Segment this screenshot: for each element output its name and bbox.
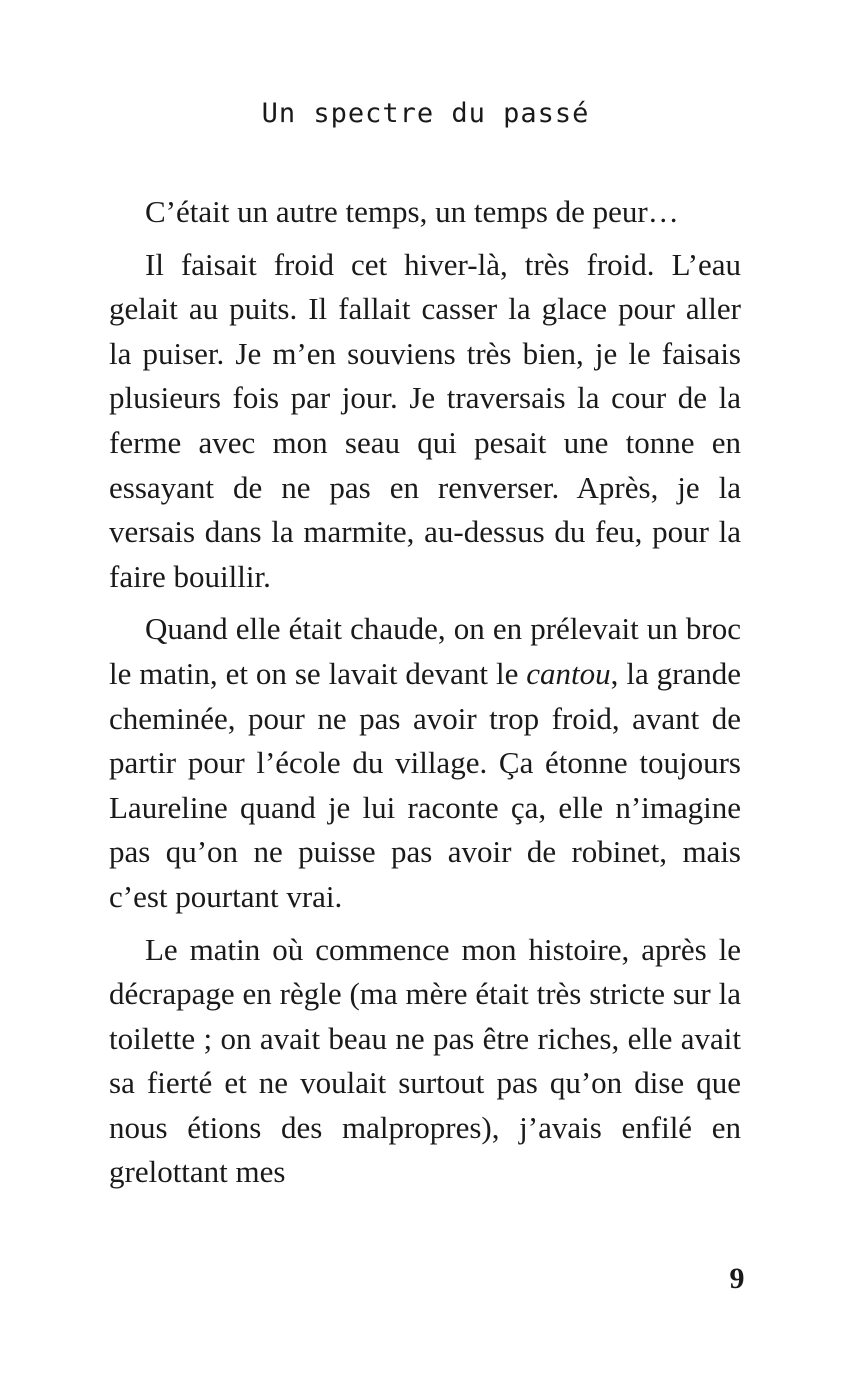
- body-text: [109, 190, 741, 1203]
- page-number: 9: [729, 1262, 745, 1295]
- paragraph-3-end: , la grande cheminée, pour ne pas avoir trop froid, avant de partir pour l’école du village. Ça étonne toujours Laureline quand je lui raconte ça, elle n’imagine pas qu’on ne puisse pas avoir de robinet, mais c’est pourtant vrai.: [109, 655, 741, 914]
- paragraph-3-start: Quand elle était chaude, on en prélevait un broc le matin, et on se lavait devant le: [109, 611, 741, 691]
- paragraph-3: [109, 607, 741, 919]
- chapter-title: Un spectre du passé: [261, 98, 590, 129]
- paragraph-1: C’était un autre temps, un temps de peur…: [145, 194, 679, 229]
- paragraph-2: Il faisait froid cet hiver-là, très froid. L’eau gelait au puits. Il fallait casser la glace pour aller la puiser. Je m’en souviens très bien, je le faisais plusieurs fois par jour. Je traversais la cour de la ferme avec mon seau qui pesait une tonne en essayant de ne pas en renverser. Après, je la versais dans la marmite, au-dessus du feu, pour la faire bouillir.: [109, 246, 741, 594]
- paragraph-4: Le matin où commence mon histoire, après le décrapage en règle (ma mère était très stricte sur la toilette ; on avait beau ne pas être riches, elle avait sa fierté et ne voulait surtout pas qu’on dise que nous étions des malpropres), j’avais enfilé en grelottant mes: [109, 931, 741, 1190]
- italic-term-cantou: cantou: [526, 655, 611, 691]
